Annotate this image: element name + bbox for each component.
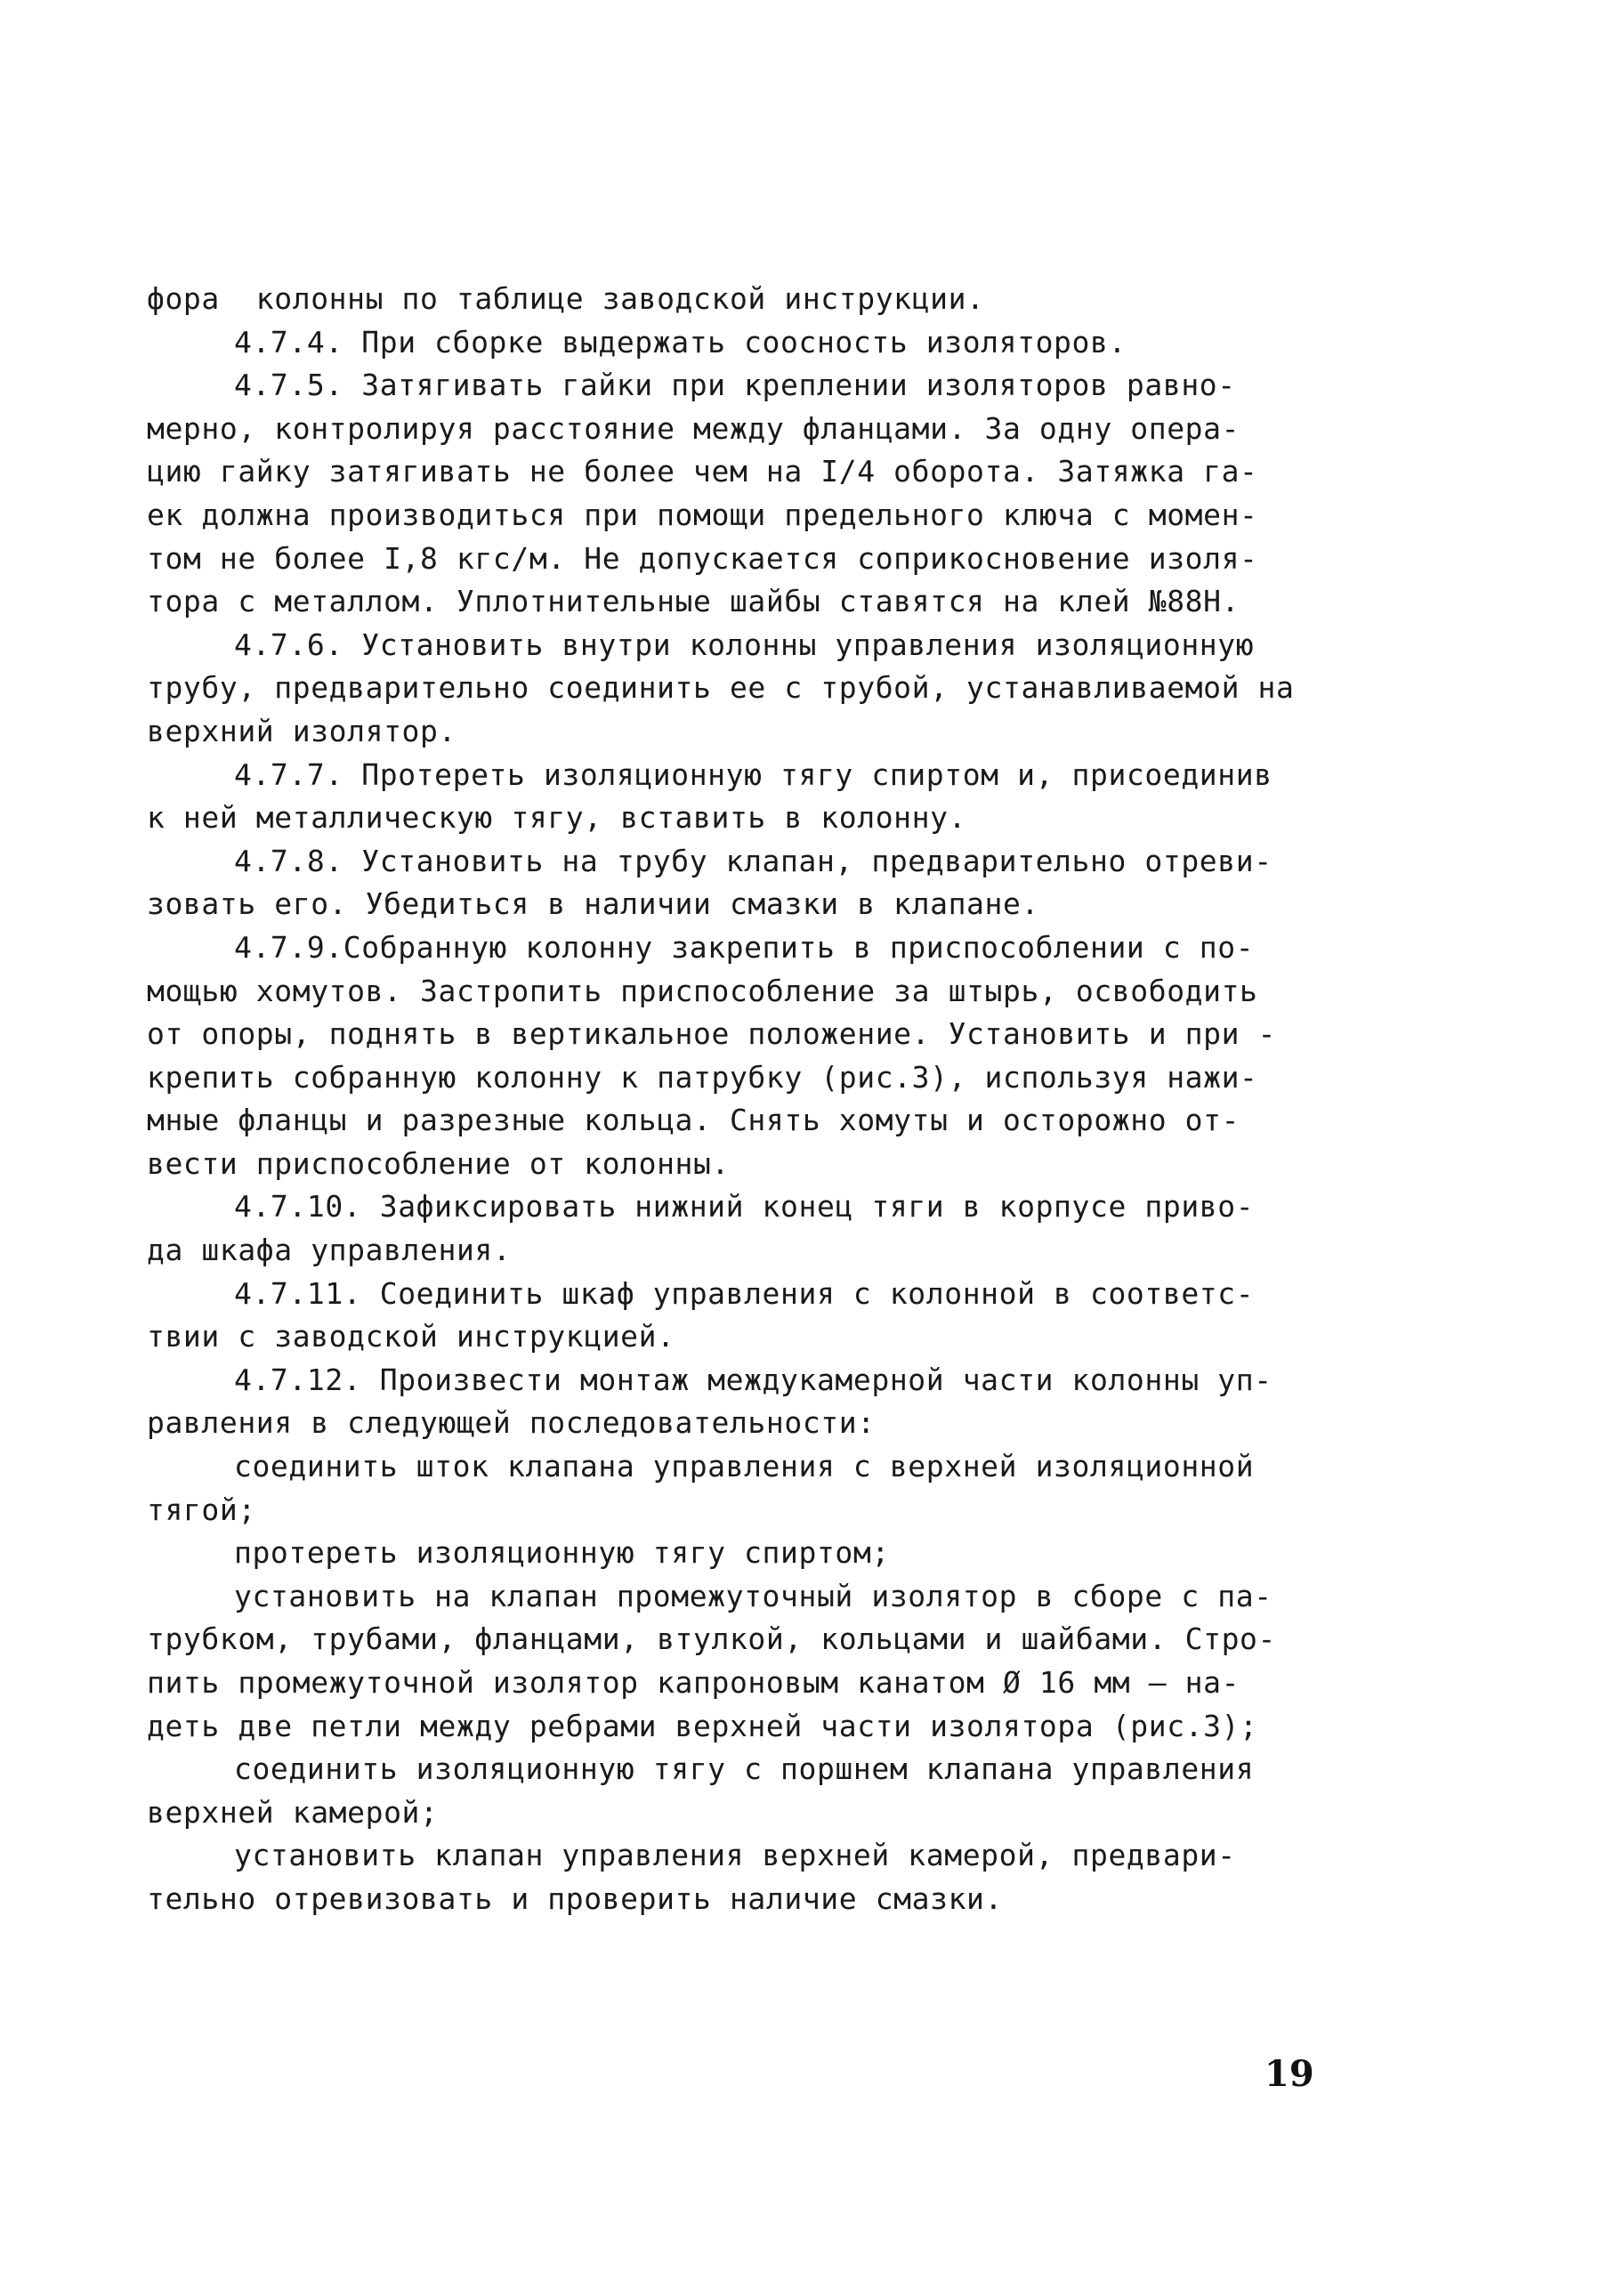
text-line: да шкафа управления. <box>147 1233 512 1268</box>
text-line: верхней камерой; <box>147 1794 439 1830</box>
text-line: 4.7.11. Соединить шкаф управления с колонной в соответс- <box>234 1275 1255 1311</box>
text-line: 4.7.9.Собранную колонну закрепить в приспособлении с по- <box>234 929 1255 965</box>
text-line: 4.7.5. Затягивать гайки при креплении изоляторов равно- <box>234 368 1236 403</box>
text-line: установить на клапан промежуточный изолятор в сборе с па- <box>234 1578 1273 1613</box>
text-line: деть две петли между ребрами верхней части изолятора (рис.3); <box>147 1708 1258 1743</box>
text-line: трубком, трубами, фланцами, втулкой, кольцами и шайбами. Стро- <box>147 1621 1276 1657</box>
text-line: вести приспособление от колонны. <box>147 1145 730 1181</box>
text-line: ек должна производиться при помощи предельного ключа с момен- <box>147 497 1258 532</box>
text-line: мерно, контролируя расстояние между фланцами. За одну опера- <box>147 410 1240 446</box>
text-line: трубу, предварительно соединить ее с трубой, устанавливаемой на <box>147 670 1295 706</box>
page-number: 19 <box>1264 2053 1314 2095</box>
text-line: фора колонны по таблице заводской инструкции. <box>147 281 985 316</box>
text-line: цию гайку затягивать не более чем на I/4 оборота. Затяжка га- <box>147 454 1258 489</box>
text-line: установить клапан управления верхней камерой, предвари- <box>234 1838 1236 1873</box>
text-line: мощью хомутов. Застропить приспособление за штырь, освободить <box>147 973 1258 1008</box>
text-line: 4.7.4. При сборке выдержать соосность изоляторов. <box>234 324 1127 360</box>
text-line: равления в следующей последовательности: <box>147 1405 876 1441</box>
text-line: 4.7.12. Произвести монтаж междукамерной части колонны уп- <box>234 1362 1273 1397</box>
text-line: пить промежуточной изолятор капроновым канатом Ø 16 мм – на- <box>147 1665 1240 1700</box>
text-line: к ней металлическую тягу, вставить в колонну. <box>147 800 967 836</box>
body-text <box>147 278 1304 1921</box>
text-line: 4.7.6. Установить внутри колонны управления изоляционную <box>234 627 1255 662</box>
text-line: соединить шток клапана управления с верхней изоляционной <box>234 1449 1255 1484</box>
text-line: от опоры, поднять в вертикальное положение. Установить и при - <box>147 1016 1276 1052</box>
text-line: тельно отревизовать и проверить наличие смазки. <box>147 1880 1003 1916</box>
text-line: том не более I,8 кгс/м. Не допускается соприкосновение изоля- <box>147 540 1258 576</box>
text-line: соединить изоляционную тягу с поршнем клапана управления <box>234 1751 1255 1787</box>
text-line: зовать его. Убедиться в наличии смазки в клапане. <box>147 886 1039 922</box>
text-line: твии с заводской инструкцией. <box>147 1319 675 1354</box>
text-line: 4.7.10. Зафиксировать нижний конец тяги в корпусе приво- <box>234 1189 1255 1225</box>
text-line: тягой; <box>147 1492 256 1527</box>
text-line: тора с металлом. Уплотнительные шайбы ставятся на клей №88Н. <box>147 584 1240 619</box>
text-line: верхний изолятор. <box>147 713 456 748</box>
text-line: протереть изоляционную тягу спиртом; <box>234 1535 890 1571</box>
text-line: 4.7.8. Установить на трубу клапан, предварительно отреви- <box>234 843 1273 878</box>
text-line: мные фланцы и разрезные кольца. Снять хомуты и осторожно от- <box>147 1103 1240 1138</box>
text-line: 4.7.7. Протереть изоляционную тягу спиртом и, присоединив <box>234 756 1273 792</box>
text-line: крепить собранную колонну к патрубку (рис.3), используя нажи- <box>147 1059 1258 1095</box>
